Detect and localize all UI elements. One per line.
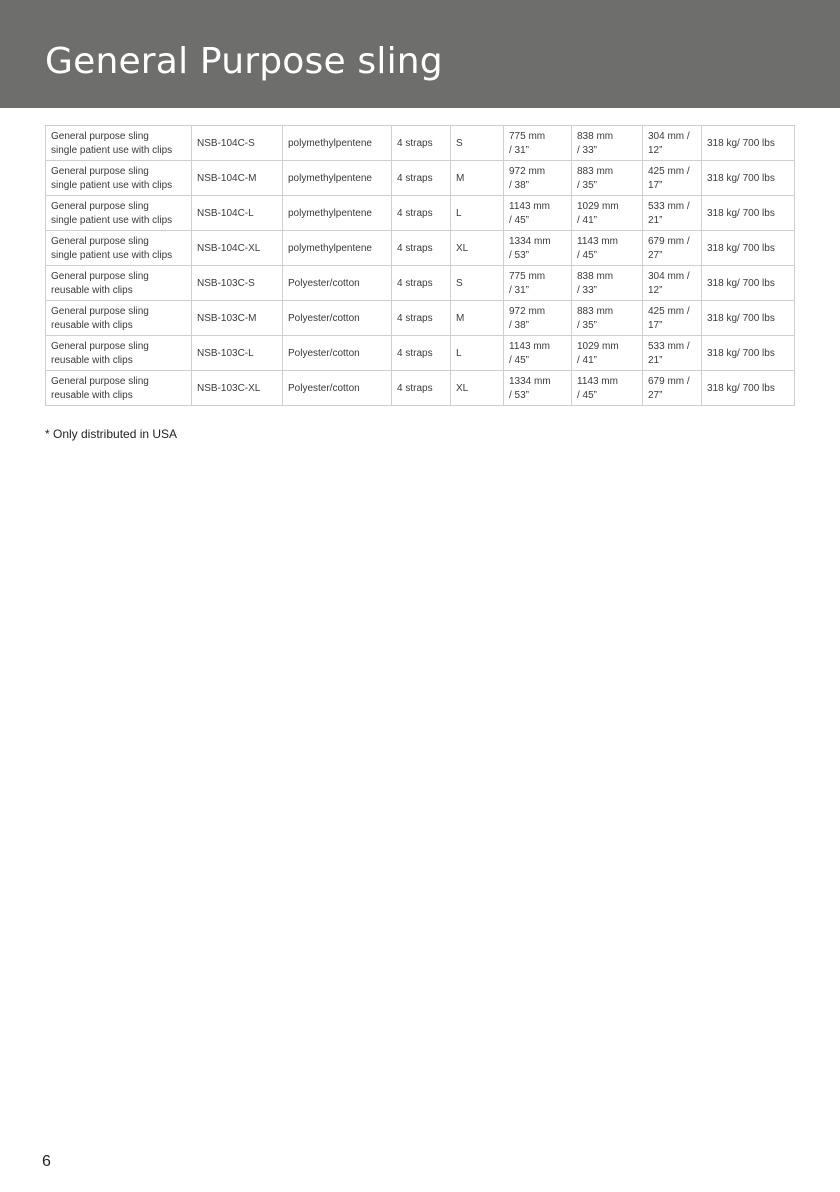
- description-cell-line: single patient use with clips: [51, 249, 173, 261]
- size-cell: XL: [451, 371, 504, 406]
- dimension-1-cell-line: 1143 mm: [509, 340, 550, 352]
- description-cell-line: General purpose sling: [51, 340, 149, 352]
- material-cell: polymethylpentene: [283, 161, 392, 196]
- dimension-3-cell: [643, 266, 702, 301]
- description-cell: [46, 196, 192, 231]
- dimension-1-cell-line: 1143 mm: [509, 200, 550, 212]
- dimension-2-cell-line: / 35”: [577, 179, 598, 191]
- dimension-3-cell-line: 21”: [648, 214, 663, 226]
- dimension-2-cell-line: / 35”: [577, 319, 598, 331]
- dimension-3-cell-line: 304 mm /: [648, 270, 690, 282]
- dimension-2-cell: [572, 371, 643, 406]
- dimension-1-cell-line: / 45”: [509, 214, 530, 226]
- size-cell: XL: [451, 231, 504, 266]
- dimension-3-cell: [643, 301, 702, 336]
- dimension-3-cell: [643, 371, 702, 406]
- dimension-3-cell-line: 17”: [648, 179, 663, 191]
- dimension-1-cell-line: / 31”: [509, 284, 530, 296]
- description-cell: [46, 231, 192, 266]
- table-row: [46, 336, 795, 371]
- description-cell: [46, 336, 192, 371]
- table-row: [46, 126, 795, 161]
- dimension-2-cell: [572, 231, 643, 266]
- size-cell: M: [451, 161, 504, 196]
- straps-cell: 4 straps: [392, 301, 451, 336]
- size-cell: M: [451, 301, 504, 336]
- dimension-2-cell: [572, 126, 643, 161]
- material-cell: Polyester/cotton: [283, 371, 392, 406]
- size-cell: S: [451, 266, 504, 301]
- page-title: General Purpose sling: [45, 41, 443, 82]
- size-cell: S: [451, 126, 504, 161]
- dimension-2-cell-line: 883 mm: [577, 305, 614, 317]
- max-load-cell: 318 kg/ 700 lbs: [702, 231, 795, 266]
- table-row: [46, 161, 795, 196]
- dimension-2-cell-line: 1029 mm: [577, 200, 619, 212]
- straps-cell: 4 straps: [392, 126, 451, 161]
- dimension-3-cell-line: 21”: [648, 354, 663, 366]
- dimension-1-cell-line: 1334 mm: [509, 375, 551, 387]
- dimension-2-cell-line: / 45”: [577, 389, 598, 401]
- table-row: [46, 231, 795, 266]
- dimension-3-cell-line: 533 mm /: [648, 340, 690, 352]
- dimension-1-cell-line: / 53”: [509, 249, 530, 261]
- table-row: [46, 266, 795, 301]
- dimension-1-cell-line: / 38”: [509, 179, 530, 191]
- description-cell: [46, 371, 192, 406]
- straps-cell: 4 straps: [392, 266, 451, 301]
- max-load-cell: 318 kg/ 700 lbs: [702, 371, 795, 406]
- max-load-cell: 318 kg/ 700 lbs: [702, 266, 795, 301]
- dimension-1-cell: [504, 231, 572, 266]
- straps-cell: 4 straps: [392, 196, 451, 231]
- description-cell: [46, 266, 192, 301]
- description-cell-line: General purpose sling: [51, 130, 149, 142]
- description-cell: [46, 301, 192, 336]
- dimension-1-cell: [504, 336, 572, 371]
- size-cell: L: [451, 336, 504, 371]
- product-code-cell: NSB-104C-L: [192, 196, 283, 231]
- footnote: * Only distributed in USA: [45, 427, 178, 441]
- dimension-3-cell-line: 27”: [648, 389, 663, 401]
- material-cell: Polyester/cotton: [283, 336, 392, 371]
- dimension-3-cell: [643, 336, 702, 371]
- product-code-cell: NSB-103C-M: [192, 301, 283, 336]
- dimension-1-cell-line: 775 mm: [509, 270, 546, 282]
- dimension-2-cell-line: 838 mm: [577, 130, 614, 142]
- sling-spec-table: [45, 125, 795, 406]
- dimension-1-cell-line: / 31”: [509, 144, 530, 156]
- dimension-2-cell: [572, 161, 643, 196]
- dimension-1-cell: [504, 266, 572, 301]
- dimension-3-cell: [643, 196, 702, 231]
- max-load-cell: 318 kg/ 700 lbs: [702, 126, 795, 161]
- description-cell-line: General purpose sling: [51, 375, 149, 387]
- straps-cell: 4 straps: [392, 161, 451, 196]
- dimension-1-cell: [504, 301, 572, 336]
- page-header: [0, 0, 840, 108]
- product-code-cell: NSB-104C-M: [192, 161, 283, 196]
- dimension-3-cell-line: 304 mm /: [648, 130, 690, 142]
- max-load-cell: 318 kg/ 700 lbs: [702, 336, 795, 371]
- description-cell: [46, 126, 192, 161]
- dimension-3-cell: [643, 231, 702, 266]
- description-cell-line: General purpose sling: [51, 200, 149, 212]
- product-code-cell: NSB-104C-XL: [192, 231, 283, 266]
- description-cell-line: reusable with clips: [51, 319, 133, 331]
- table-row: [46, 196, 795, 231]
- max-load-cell: 318 kg/ 700 lbs: [702, 301, 795, 336]
- description-cell-line: General purpose sling: [51, 235, 149, 247]
- dimension-2-cell-line: / 41”: [577, 214, 598, 226]
- dimension-3-cell-line: 425 mm /: [648, 305, 690, 317]
- dimension-1-cell: [504, 161, 572, 196]
- dimension-3-cell-line: 27”: [648, 249, 663, 261]
- dimension-2-cell: [572, 196, 643, 231]
- description-cell: [46, 161, 192, 196]
- max-load-cell: 318 kg/ 700 lbs: [702, 161, 795, 196]
- dimension-3-cell-line: 533 mm /: [648, 200, 690, 212]
- product-code-cell: NSB-103C-XL: [192, 371, 283, 406]
- dimension-1-cell: [504, 196, 572, 231]
- dimension-2-cell-line: 1143 mm: [577, 375, 618, 387]
- dimension-3-cell-line: 425 mm /: [648, 165, 690, 177]
- material-cell: polymethylpentene: [283, 126, 392, 161]
- material-cell: polymethylpentene: [283, 196, 392, 231]
- dimension-2-cell-line: / 45”: [577, 249, 598, 261]
- description-cell-line: General purpose sling: [51, 270, 149, 282]
- table-body: [46, 126, 795, 406]
- material-cell: Polyester/cotton: [283, 301, 392, 336]
- dimension-1-cell-line: 972 mm: [509, 165, 546, 177]
- description-cell-line: General purpose sling: [51, 165, 149, 177]
- description-cell-line: General purpose sling: [51, 305, 149, 317]
- dimension-3-cell-line: 679 mm /: [648, 235, 690, 247]
- dimension-2-cell-line: / 33”: [577, 284, 598, 296]
- page-number: 6: [42, 1153, 51, 1170]
- straps-cell: 4 straps: [392, 231, 451, 266]
- description-cell-line: reusable with clips: [51, 284, 133, 296]
- dimension-2-cell-line: 1143 mm: [577, 235, 618, 247]
- product-code-cell: NSB-103C-L: [192, 336, 283, 371]
- dimension-3-cell-line: 17”: [648, 319, 663, 331]
- description-cell-line: reusable with clips: [51, 389, 133, 401]
- table-row: [46, 371, 795, 406]
- material-cell: Polyester/cotton: [283, 266, 392, 301]
- product-code-cell: NSB-103C-S: [192, 266, 283, 301]
- dimension-1-cell-line: 972 mm: [509, 305, 546, 317]
- dimension-1-cell: [504, 371, 572, 406]
- straps-cell: 4 straps: [392, 336, 451, 371]
- description-cell-line: reusable with clips: [51, 354, 133, 366]
- dimension-2-cell-line: / 41”: [577, 354, 598, 366]
- table-row: [46, 301, 795, 336]
- dimension-2-cell-line: / 33”: [577, 144, 598, 156]
- description-cell-line: single patient use with clips: [51, 144, 173, 156]
- dimension-1-cell-line: 1334 mm: [509, 235, 551, 247]
- dimension-1-cell-line: / 53”: [509, 389, 530, 401]
- description-cell-line: single patient use with clips: [51, 214, 173, 226]
- dimension-3-cell: [643, 126, 702, 161]
- product-code-cell: NSB-104C-S: [192, 126, 283, 161]
- description-cell-line: single patient use with clips: [51, 179, 173, 191]
- dimension-2-cell: [572, 301, 643, 336]
- max-load-cell: 318 kg/ 700 lbs: [702, 196, 795, 231]
- dimension-1-cell-line: / 45”: [509, 354, 530, 366]
- dimension-2-cell-line: 883 mm: [577, 165, 614, 177]
- dimension-3-cell: [643, 161, 702, 196]
- dimension-3-cell-line: 679 mm /: [648, 375, 690, 387]
- size-cell: L: [451, 196, 504, 231]
- dimension-1-cell-line: / 38”: [509, 319, 530, 331]
- dimension-2-cell-line: 1029 mm: [577, 340, 619, 352]
- dimension-2-cell-line: 838 mm: [577, 270, 614, 282]
- dimension-1-cell: [504, 126, 572, 161]
- dimension-1-cell-line: 775 mm: [509, 130, 546, 142]
- dimension-3-cell-line: 12”: [648, 284, 663, 296]
- material-cell: polymethylpentene: [283, 231, 392, 266]
- dimension-3-cell-line: 12”: [648, 144, 663, 156]
- dimension-2-cell: [572, 266, 643, 301]
- dimension-2-cell: [572, 336, 643, 371]
- straps-cell: 4 straps: [392, 371, 451, 406]
